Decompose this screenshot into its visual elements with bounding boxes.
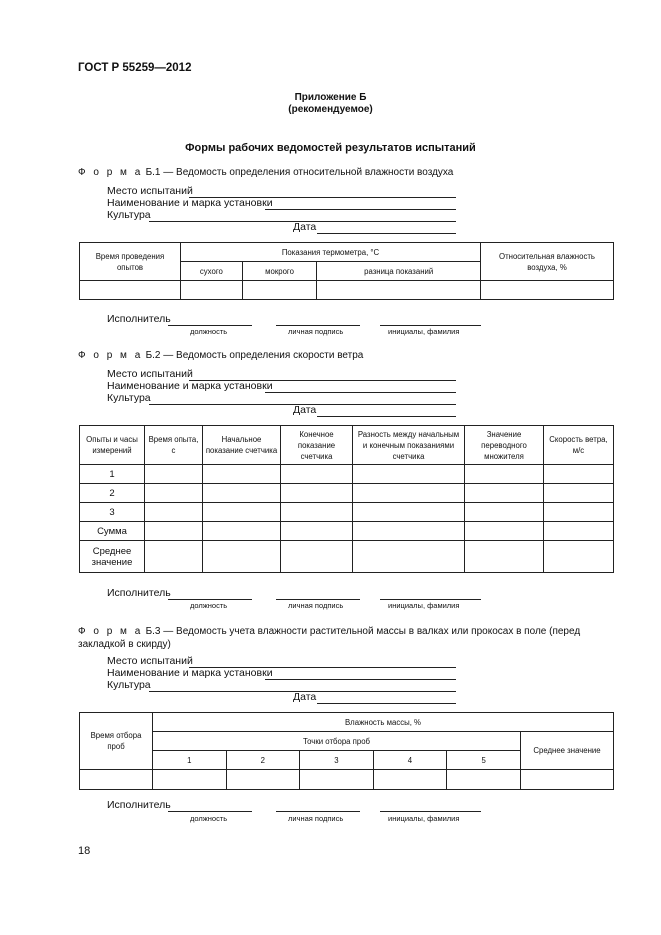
form3-date-field: Дата <box>293 691 317 703</box>
form1-executor: Исполнитель <box>107 313 171 325</box>
form3-place-field: Место испытаний <box>107 655 193 667</box>
form3-signature-line[interactable] <box>276 799 360 812</box>
signature-caption: личная подпись <box>288 814 344 823</box>
form1-caption <box>78 167 453 178</box>
form1-col-time: Время проведения опытов <box>80 243 181 281</box>
table-cell[interactable] <box>145 541 203 573</box>
table-cell[interactable] <box>481 281 614 300</box>
point-header: 2 <box>226 751 300 770</box>
form2-col-trial: Опыты и часы измерений <box>80 426 145 465</box>
form3-machine-field: Наименование и марка установки <box>107 667 273 679</box>
section-title: Формы рабочих ведомостей результатов испытаний <box>185 142 476 154</box>
appendix-title: Приложение Б <box>294 92 367 103</box>
table-cell[interactable] <box>242 281 317 300</box>
table-cell[interactable] <box>80 281 181 300</box>
standard-number: ГОСТ Р 55259—2012 <box>78 62 192 74</box>
point-header: 1 <box>153 751 227 770</box>
table-cell[interactable] <box>203 484 281 503</box>
form3-col-moisture: Влажность массы, % <box>153 713 614 732</box>
form1-col-rh: Относительная влажность воздуха, % <box>481 243 614 281</box>
table-cell[interactable] <box>544 503 614 522</box>
table-cell[interactable] <box>203 522 281 541</box>
form1-date-field: Дата <box>293 221 317 233</box>
table-cell[interactable] <box>447 770 521 790</box>
form2-col-end: Конечное показание счетчика <box>281 426 353 465</box>
row-label: Среднее значение <box>80 541 145 573</box>
table-row <box>80 465 614 484</box>
signature-caption: личная подпись <box>288 601 344 610</box>
initials-caption: инициалы, фамилия <box>388 601 460 610</box>
table-cell[interactable] <box>203 503 281 522</box>
form1-signature-line[interactable] <box>276 313 360 326</box>
table-row <box>80 522 614 541</box>
table-cell[interactable] <box>300 770 374 790</box>
form-word: Ф о р м а <box>78 626 143 637</box>
form2-table <box>79 425 614 573</box>
form2-signature-line[interactable] <box>276 587 360 600</box>
table-cell[interactable] <box>317 281 481 300</box>
table-cell[interactable] <box>226 770 300 790</box>
form1-table <box>79 242 614 300</box>
form3-table <box>79 712 614 790</box>
table-cell[interactable] <box>544 484 614 503</box>
table-row <box>80 503 614 522</box>
table-cell[interactable] <box>145 465 203 484</box>
form3-col-time: Время отбора проб <box>80 713 153 770</box>
table-cell[interactable] <box>145 522 203 541</box>
form1-crop-field: Культура <box>107 209 151 221</box>
table-cell[interactable] <box>203 541 281 573</box>
table-cell[interactable] <box>281 541 353 573</box>
table-cell[interactable] <box>465 484 544 503</box>
form1-caption-text: Б.1 — Ведомость определения относительной влажности воздуха <box>145 167 454 178</box>
table-cell[interactable] <box>521 770 614 790</box>
form2-caption-text: Б.2 — Ведомость определения скорости ветра <box>145 350 364 361</box>
form2-crop-field: Культура <box>107 392 151 404</box>
form2-caption <box>78 350 363 361</box>
table-cell[interactable] <box>465 541 544 573</box>
table-row <box>80 541 614 573</box>
form2-col-diff: Разность между начальным и конечным показаниями счетчика <box>353 426 465 465</box>
form3-initials-line[interactable] <box>380 799 481 812</box>
form1-col-wet: мокрого <box>242 262 317 281</box>
form3-position-line[interactable] <box>168 799 252 812</box>
form1-position-line[interactable] <box>168 313 252 326</box>
table-cell[interactable] <box>465 503 544 522</box>
initials-caption: инициалы, фамилия <box>388 814 460 823</box>
point-header: 3 <box>300 751 374 770</box>
form1-col-diff: разница показаний <box>317 262 481 281</box>
table-cell[interactable] <box>544 465 614 484</box>
form2-col-factor: Значение переводного множителя <box>465 426 544 465</box>
row-label: 3 <box>80 503 145 522</box>
form-word: Ф о р м а <box>78 167 143 178</box>
form1-machine-field: Наименование и марка установки <box>107 197 273 209</box>
form3-caption <box>78 625 614 651</box>
form3-date-line[interactable] <box>317 691 456 704</box>
table-cell[interactable] <box>153 770 227 790</box>
row-label: 2 <box>80 484 145 503</box>
form1-col-dry: сухого <box>181 262 243 281</box>
table-row <box>80 484 614 503</box>
form1-col-therm: Показания термометра, °С <box>181 243 481 262</box>
point-header: 5 <box>447 751 521 770</box>
form3-col-avg: Среднее значение <box>521 732 614 770</box>
row-label: Сумма <box>80 522 145 541</box>
table-cell[interactable] <box>353 503 465 522</box>
table-cell[interactable] <box>353 522 465 541</box>
form2-machine-field: Наименование и марка установки <box>107 380 273 392</box>
point-header: 4 <box>373 751 447 770</box>
row-label: 1 <box>80 465 145 484</box>
form3-caption-text: Б.3 — Ведомость учета влажности растительной массы в валках или прокосах в поле (перед закладкой в скирду) <box>78 626 581 650</box>
table-cell[interactable] <box>353 465 465 484</box>
table-cell[interactable] <box>145 503 203 522</box>
position-caption: должность <box>190 814 228 823</box>
table-cell[interactable] <box>203 465 281 484</box>
table-cell[interactable] <box>465 465 544 484</box>
table-cell[interactable] <box>544 541 614 573</box>
table-row <box>80 770 614 790</box>
initials-caption: инициалы, фамилия <box>388 327 460 336</box>
table-cell[interactable] <box>181 281 243 300</box>
form1-place-field: Место испытаний <box>107 185 193 197</box>
form3-executor: Исполнитель <box>107 799 171 811</box>
table-cell[interactable] <box>353 541 465 573</box>
table-cell[interactable] <box>281 522 353 541</box>
table-cell[interactable] <box>465 522 544 541</box>
table-cell[interactable] <box>281 503 353 522</box>
form2-executor: Исполнитель <box>107 587 171 599</box>
table-cell[interactable] <box>281 484 353 503</box>
table-cell[interactable] <box>145 484 203 503</box>
form3-col-points: Точки отбора проб <box>153 732 521 751</box>
form2-place-field: Место испытаний <box>107 368 193 380</box>
form1-date-line[interactable] <box>317 221 456 234</box>
form2-date-field: Дата <box>293 404 317 416</box>
appendix-subtitle: (рекомендуемое) <box>288 104 373 115</box>
form2-col-start: Начальное показание счетчика <box>203 426 281 465</box>
table-cell[interactable] <box>281 465 353 484</box>
table-cell[interactable] <box>80 770 153 790</box>
signature-caption: личная подпись <box>288 327 344 336</box>
form-word: Ф о р м а <box>78 350 143 361</box>
form3-crop-field: Культура <box>107 679 151 691</box>
page-number: 18 <box>78 845 91 857</box>
table-cell[interactable] <box>353 484 465 503</box>
position-caption: должность <box>190 327 228 336</box>
position-caption: должность <box>190 601 228 610</box>
form2-col-time: Время опыта, с <box>145 426 203 465</box>
form2-initials-line[interactable] <box>380 587 481 600</box>
form2-date-line[interactable] <box>317 404 456 417</box>
form2-position-line[interactable] <box>168 587 252 600</box>
table-cell[interactable] <box>373 770 447 790</box>
table-cell[interactable] <box>544 522 614 541</box>
form1-initials-line[interactable] <box>380 313 481 326</box>
form2-col-speed: Скорость ветра, м/с <box>544 426 614 465</box>
